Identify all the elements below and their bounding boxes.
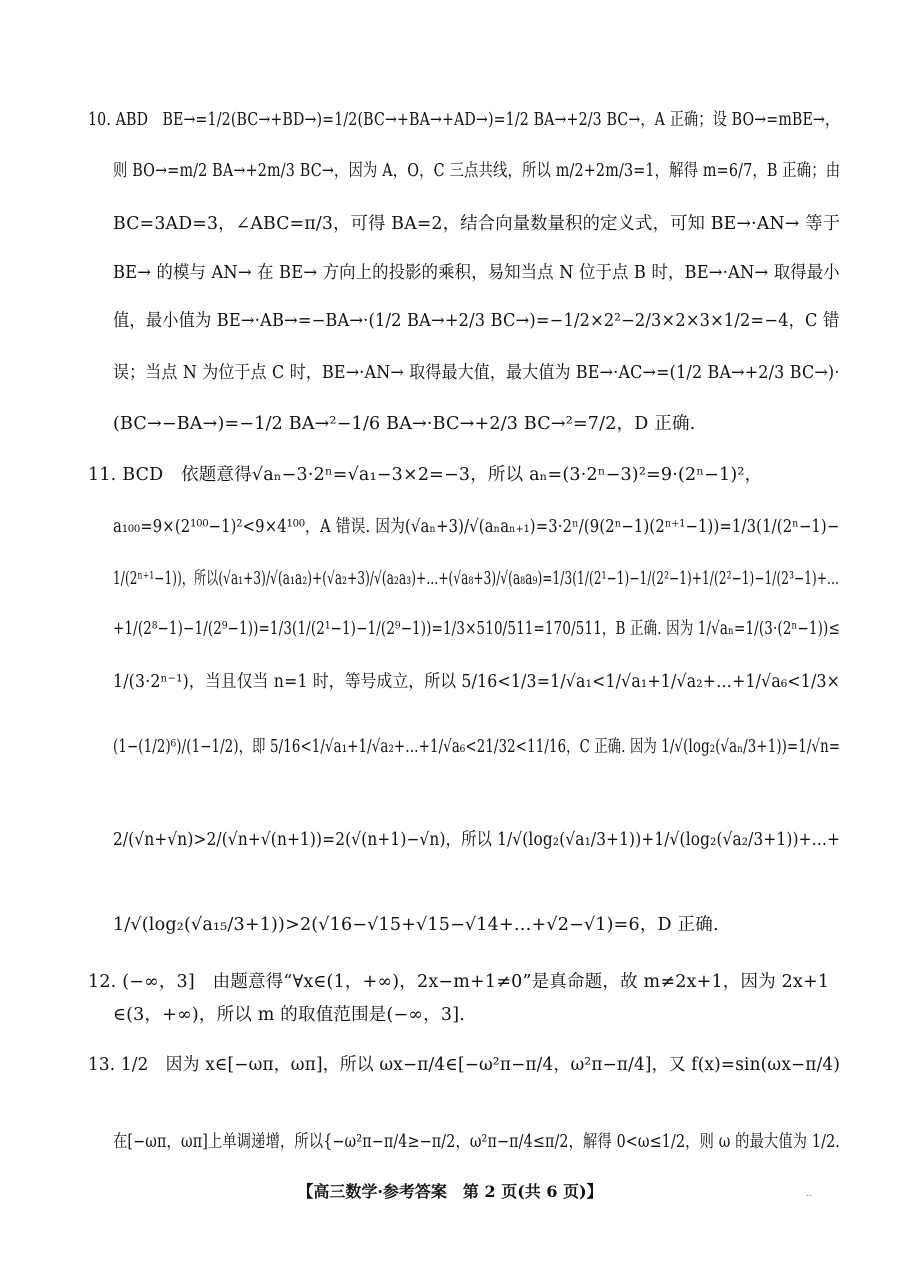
line-text: 误；当点 N 为位于点 C 时，BE→·AN→ 取得最大值，最大值为 BE→·AC→=(1/2 BA→+2/3 BC→)· — [113, 363, 840, 383]
line-text: (1−(1/2)⁶)/(1−1/2)，即 5/16<1/√a₁+1/√a₂+…+1/√a₆<21/32<11/16，C 正确. 因为 1/√(log₂(√aₙ/3+1))=1/√n= — [113, 737, 841, 757]
text-line — [0, 507, 900, 547]
line-text: 10. ABD BE→=1/2(BC→+BD→)=1/2(BC→+BA→+AD→)=1/2 BA→+2/3 BC→，A 正确；设 BO→=mBE→， — [88, 110, 840, 130]
text-line — [0, 662, 900, 702]
line-text: 12. (−∞，3] 由题意得“∀x∈(1，+∞)，2x−m+1≠0”是真命题，故 m≠2x+1，因为 2x+1 — [88, 972, 830, 992]
text-line — [0, 301, 900, 341]
text-line — [0, 559, 900, 599]
text-line — [0, 204, 900, 244]
text-line — [0, 1122, 900, 1162]
text-line — [0, 151, 900, 191]
line-text: 1/(3·2ⁿ⁻¹)，当且仅当 n=1 时，等号成立，所以 5/16<1/3=1/√a₁<1/√a₁+1/√a₂+…+1/√a₆<1/3× — [113, 672, 841, 692]
text-line — [0, 253, 900, 293]
page-footer: 【高三数学·参考答案 第 2 页(共 6 页)】 — [297, 1182, 603, 1201]
text-line — [0, 820, 900, 860]
text-line — [0, 995, 900, 1035]
line-text: BE→ 的模与 AN→ 在 BE→ 方向上的投影的乘积，易知当点 N 位于点 B 时，BE→·AN→ 取得最小 — [113, 263, 840, 283]
text-line — [0, 353, 900, 393]
line-text: 1/(2ⁿ⁺¹−1))，所以(√a₁+3)/√(a₁a₂)+(√a₂+3)/√(a₂a₃)+…+(√a₈+3)/√(a₈a₉)=1/3(1/(2¹−1)−1/(2²−1)+1/(2²−1)−1/(2³−1)+… — [113, 569, 840, 589]
line-text: 1/√(log₂(√a₁₅/3+1))>2(√16−√15+√15−√14+…+√2−√1)=6，D 正确. — [113, 915, 719, 935]
line-text: +1/(2⁸−1)−1/(2⁹−1))=1/3(1/(2¹−1)−1/(2⁹−1))=1/3×510/511=170/511，B 正确. 因为 1/√aₙ=1/(3·(2ⁿ−1))≤ — [113, 619, 840, 639]
text-line — [0, 404, 900, 444]
line-text: 11. BCD 依题意得√aₙ−3·2ⁿ=√a₁−3×2=−3，所以 aₙ=(3·2ⁿ−3)²=9·(2ⁿ−1)²， — [88, 465, 763, 485]
line-text: 13. 1/2 因为 x∈[−ωπ，ωπ]，所以 ωx−π/4∈[−ω²π−π/4，ω²π−π/4]，又 f(x)=sin(ωx−π/4) — [88, 1055, 841, 1075]
line-text: 值，最小值为 BE→·AB→=−BA→·(1/2 BA→+2/3 BC→)=−1/2×2²−2/3×2×3×1/2=−4，C 错 — [113, 311, 840, 331]
text-line — [0, 609, 900, 649]
text-line — [0, 455, 900, 495]
line-text: ∈(3，+∞)，所以 m 的取值范围是(−∞，3]. — [113, 1005, 465, 1025]
line-text: 2/(√n+√n)>2/(√n+√(n+1))=2(√(n+1)−√n)，所以 1/√(log₂(√a₁/3+1))+1/√(log₂(√a₂/3+1))+…+ — [113, 830, 841, 850]
corner-mark: .. — [806, 1188, 813, 1199]
text-line — [0, 100, 900, 140]
line-text: BC=3AD=3，∠ABC=π/3，可得 BA=2，结合向量数量积的定义式，可知 BE→·AN→ 等于 — [113, 214, 841, 234]
text-line — [0, 1045, 900, 1085]
line-text: 在[−ωπ，ωπ]上单调递增，所以{−ω²π−π/4≥−π/2，ω²π−π/4≤π/2，解得 0<ω≤1/2，则 ω 的最大值为 1/2. — [113, 1132, 841, 1152]
text-line — [0, 905, 900, 945]
line-text: a₁₀₀=9×(2¹⁰⁰−1)²<9×4¹⁰⁰，A 错误. 因为(√aₙ+3)/√(aₙaₙ₊₁)=3·2ⁿ/(9(2ⁿ−1)(2ⁿ⁺¹−1))=1/3(1/(2ⁿ−1)− — [113, 517, 840, 537]
line-text: (BC→−BA→)=−1/2 BA→²−1/6 BA→·BC→+2/3 BC→²=7/2，D 正确. — [113, 414, 696, 434]
text-line — [0, 727, 900, 767]
line-text: 则 BO→=m/2 BA→+2m/3 BC→，因为 A，O，C 三点共线，所以 m/2+2m/3=1，解得 m=6/7，B 正确；由 — [113, 161, 841, 181]
